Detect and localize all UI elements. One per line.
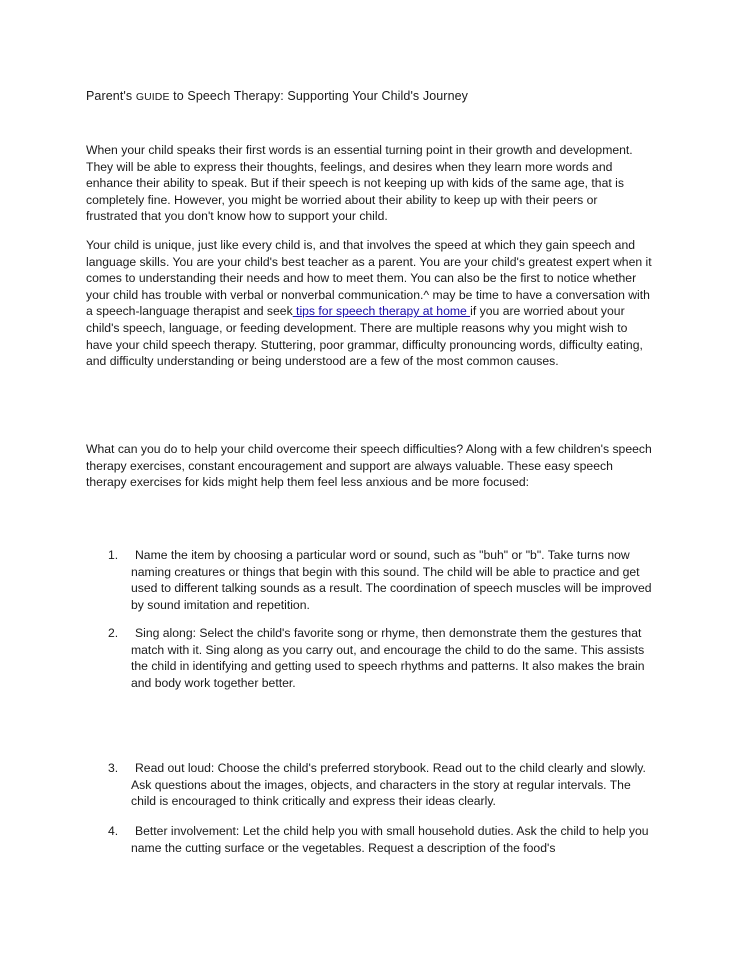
list-text: Name the item by choosing a particular word or sound, such as "buh" or "b". Take turns now naming creatures or things that begin with this sound. The child will be able to practice and get used to different talking sounds as a result. The coordination of speech muscles will be improved by sound imitation and repetition. bbox=[131, 548, 652, 612]
list-text: Better involvement: Let the child help you with small household duties. Ask the child to help you name the cutting surface or the vegetables. Request a description of the food's bbox=[131, 824, 649, 855]
list-item bbox=[108, 547, 652, 613]
title-smallcaps: GUIDE bbox=[135, 91, 170, 103]
list-item bbox=[108, 625, 652, 691]
title-prefix: Parent's bbox=[86, 89, 136, 103]
list-number: 1. bbox=[108, 548, 119, 562]
paragraph2-text-before: Your child is unique, just like every child is, and that involves the speed at which they gain speech and language skills. You are your child's best teacher as a parent. You are your child's greatest expert when it comes to understanding their needs and how to meet them. You can also be the first to notice whether your child has trouble with verbal or nonverbal communication.^ may be time to have a conversation with a speech-language therapist and seek bbox=[86, 238, 652, 319]
page-title bbox=[86, 89, 468, 103]
paragraph-intro: When your child speaks their first words is an essential turning point in their growth and development. They will be able to express their thoughts, feelings, and desires when they learn more words and enhance their ability to speak. But if their speech is not keeping up with kids of the same age, that is completely fine. However, you might be worried about their ability to keep up with their peers or frustrated that you don't know how to support your child. bbox=[86, 143, 633, 224]
paragraph-exercises-intro: What can you do to help your child overcome their speech difficulties? Along with a few children's speech therapy exercises, constant encouragement and support are always valuable. These easy speech therapy exercises for kids might help them feel less anxious and be more focused: bbox=[86, 442, 652, 490]
paragraph2-text-after: if you are worried about your child's speech, language, or feeding development. There are multiple reasons why you might wish to have your child speech therapy. Stuttering, poor grammar, difficulty pronouncing words, difficulty eating, and difficulty understanding or being understood are a few of the most common causes. bbox=[86, 304, 643, 369]
list-item bbox=[108, 760, 652, 810]
list-text: Sing along: Select the child's favorite song or rhyme, then demonstrate them the gestures that match with it. Sing along as you carry out, and encourage the child to do the same. This assists the child in identifying and getting used to speech rhythms and patterns. It also makes the brain and body work together better. bbox=[131, 626, 645, 690]
list-text: Read out loud: Choose the child's preferred storybook. Read out to the child clearly and slowly. Ask questions about the images, objects, and characters in the story at regular intervals. The child is encouraged to think critically and express their ideas clearly. bbox=[131, 761, 646, 809]
speech-therapy-tips-link[interactable]: tips for speech therapy at home bbox=[292, 304, 471, 319]
list-item bbox=[108, 823, 652, 856]
list-number: 3. bbox=[108, 761, 119, 775]
paragraph-unique-child bbox=[86, 237, 652, 370]
list-number: 2. bbox=[108, 626, 119, 640]
title-suffix: to Speech Therapy: Supporting Your Child's Journey bbox=[169, 89, 469, 103]
list-number: 4. bbox=[108, 824, 119, 838]
